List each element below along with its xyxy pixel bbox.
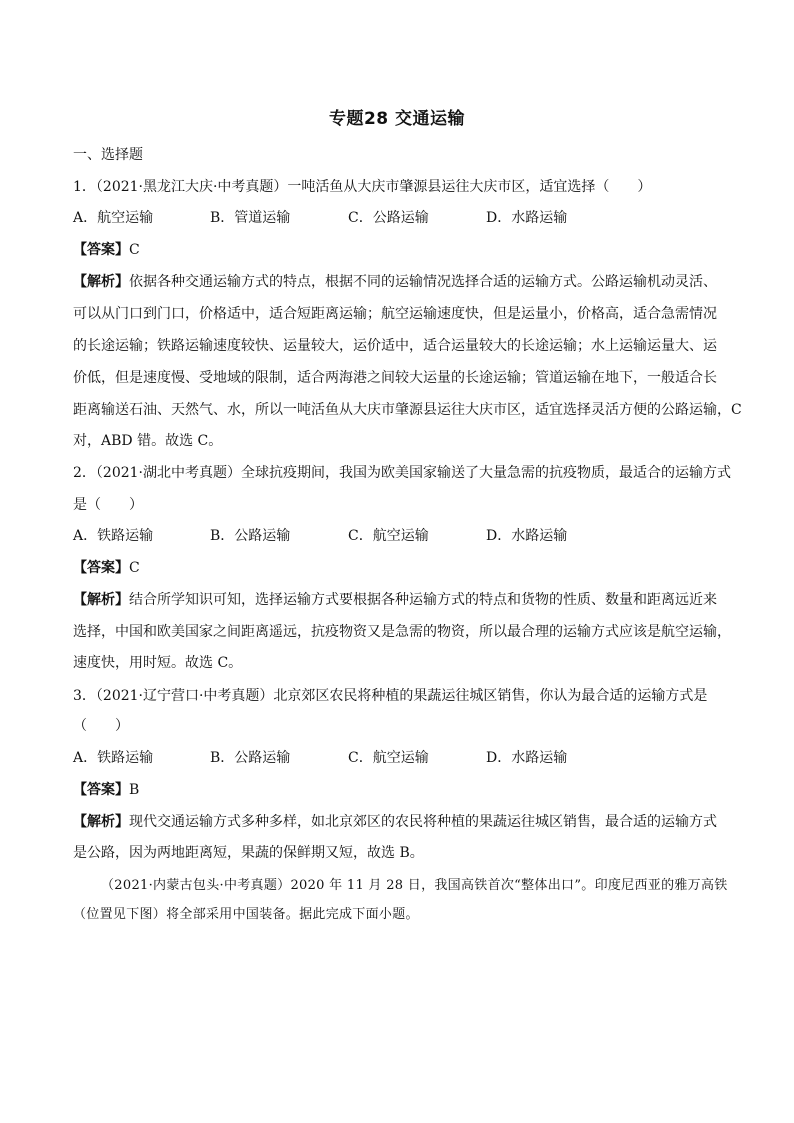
question-3-stem: 3．（2021·辽宁营口·中考真题）北京郊区农民将种植的果蔬运往城区销售，你认为最合适的运输方式是 [73,688,708,704]
question-2-stem: 2．（2021·湖北中考真题）全球抗疫期间，我国为欧美国家输送了大量急需的抗疫物质，最适合的运输方式 [73,465,731,481]
analysis-label: 【解析】 [73,814,129,830]
question-1-answer [73,240,753,260]
page-title: 专题28 交通运输 [328,109,466,129]
question-3-option-b: B．公路运输 [210,750,291,766]
question-2-analysis-line: 选择，中国和欧美国家之间距离遥远，抗疫物资又是急需的物资，所以最合理的运输方式应该是航空运输， [73,624,731,640]
question-1-analysis-line: 价低，但是速度慢、受地域的限制，适合两海港之间较大运量的长途运输；管道运输在地下，一般适合长 [73,370,717,386]
analysis-label: 【解析】 [73,592,129,608]
question-2-analysis-line [73,590,753,610]
analysis-text: 依据各种交通运输方式的特点，根据不同的运输情况选择合适的运输方式。公路运输机动灵活、 [129,274,717,290]
answer-value: C [129,560,140,576]
analysis-text: 现代交通运输方式多种多样，如北京郊区的农民将种植的果蔬运往城区销售，最合适的运输方式 [129,814,717,830]
question-1-analysis-line: 可以从门口到门口，价格适中，适合短距离运输；航空运输速度快，但是运量小，价格高，适合急需情况 [73,306,717,322]
question-3-analysis-line [73,812,753,832]
question-3-option-d: D．水路运输 [486,750,568,766]
answer-value: C [129,242,140,258]
question-2-option-b: B．公路运输 [210,528,291,544]
question-1-stem: 1．（2021·黑龙江大庆·中考真题）一吨活鱼从大庆市肇源县运往大庆市区，适宜选择（ ） [73,179,652,195]
question-1-analysis-line: 距离输送石油、天然气、水，所以一吨活鱼从大庆市肇源县运往大庆市区，适宜选择灵活方便的公路运输，C [73,402,742,418]
question-3-answer [73,780,753,800]
question-1-analysis-line [73,272,753,292]
question-3-stem: （ ） [73,718,129,734]
answer-label: 【答案】 [73,782,129,798]
question-1-option-b: B．管道运输 [210,210,291,226]
question-1-analysis-line: 的长途运输；铁路运输速度较快、运量较大，运价适中，适合运量较大的长途运输；水上运输运量大、运 [73,338,717,354]
group-intro-line: （2021·内蒙古包头·中考真题）2020 年 11 月 28 日，我国高铁首次“整体出口”。印度尼西亚的雅万高铁 [101,878,728,893]
question-3-analysis-line: 是公路，因为两地距离短，果蔬的保鲜期又短，故选 B。 [73,845,424,861]
question-2-stem: 是（ ） [73,497,143,513]
question-1-option-c: C．公路运输 [348,210,429,226]
group-intro-line: （位置见下图）将全部采用中国装备。据此完成下面小题。 [73,907,419,922]
answer-label: 【答案】 [73,560,129,576]
question-2-answer [73,558,753,578]
analysis-label: 【解析】 [73,274,129,290]
section-heading: 一、选择题 [73,147,143,163]
answer-label: 【答案】 [73,242,129,258]
analysis-text: 结合所学知识可知，选择运输方式要根据各种运输方式的特点和货物的性质、数量和距离远近来 [129,592,717,608]
question-3-option-a: A．铁路运输 [73,750,154,766]
question-1-analysis-line: 对，ABD 错。故选 C。 [73,433,223,449]
question-2-option-d: D．水路运输 [486,528,568,544]
question-1-option-d: D．水路运输 [486,210,568,226]
question-3-option-c: C．航空运输 [348,750,429,766]
question-1-option-a: A．航空运输 [73,210,154,226]
question-2-analysis-line: 速度快，用时短。故选 C。 [73,655,243,671]
question-2-option-a: A．铁路运输 [73,528,154,544]
answer-value: B [129,782,140,798]
question-2-option-c: C．航空运输 [348,528,429,544]
